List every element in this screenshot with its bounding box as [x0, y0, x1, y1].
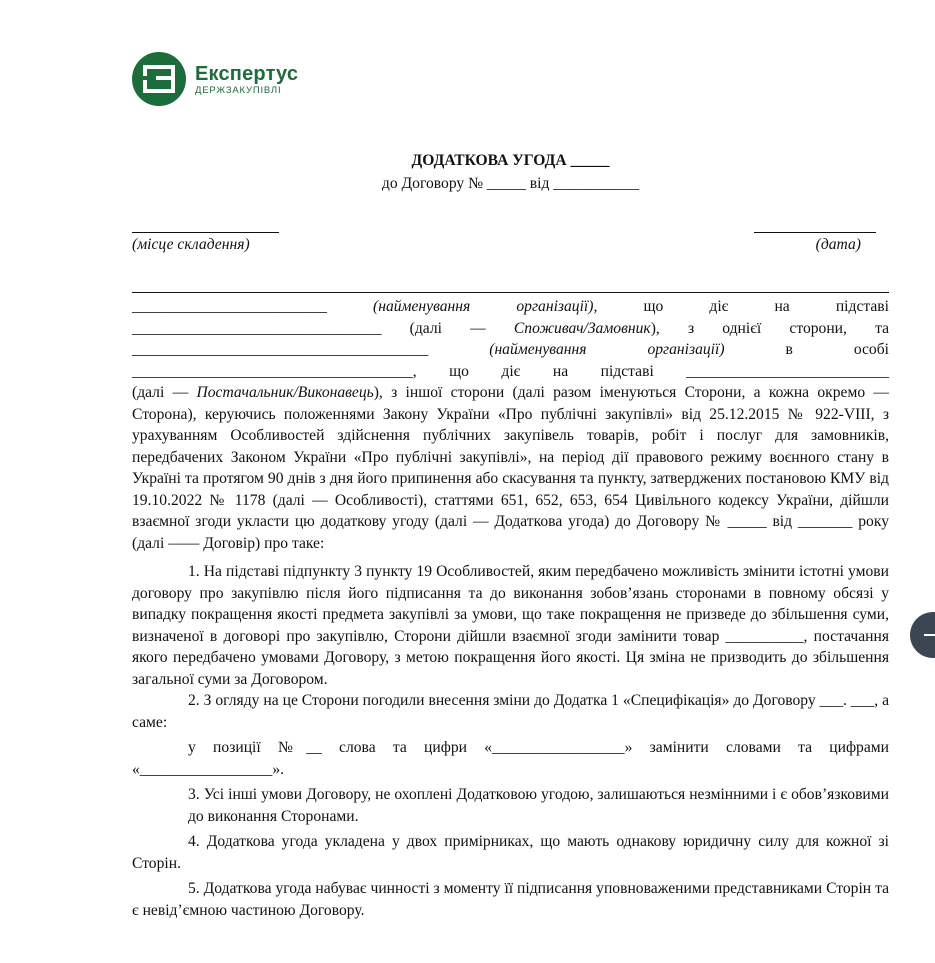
clause-5: 5. Додаткова угода набуває чинності з моменту її підписання уповноваженими представниками Сторін та є невід’ємною частиною Договору.	[132, 880, 889, 919]
clause-2-detail: у позиції №__ слова та цифри «_________________» замінити словами та цифрами «_________________».	[132, 739, 889, 778]
minus-icon	[924, 634, 935, 636]
clause-4: 4. Додаткова угода укладена у двох примірниках, що мають однакову юридичну силу для кожної зі Сторін.	[132, 833, 889, 872]
document-body	[132, 296, 889, 921]
intro-line-2: ________________________________ (далі — Споживач/Замовник), з однієї сторони, та	[132, 319, 890, 337]
clause-2: 2. З огляду на це Сторони погодили внесення зміни до Додатка 1 «Специфікація» до Договору ___. ___, а саме:	[132, 692, 889, 731]
document-subtitle: до Договору № _____ від ___________	[381, 175, 640, 192]
intro-line-4: ____________________________________, що діє на підставі __________________________	[132, 362, 889, 380]
date-label: (дата)	[815, 236, 861, 253]
place-signature-line	[132, 232, 279, 233]
blank-line	[132, 292, 889, 293]
document-title: ДОДАТКОВА УГОДА _____	[411, 152, 610, 169]
clause-1: 1. На підставі підпункту 3 пункту 19 Особливостей, яким передбачено можливість змінити істотні умови договору про закупівлю після його підписання та до виконання зобов’язань сторонами в повному обсязі у випадку покращення якості предмета закупівлі за умови, що таке покращення не призведе до збільшення суми, визначеної в договорі про закупівлю, Сторони дійшли взаємної згоди замінити товар __________, постачання якого передбачено умовами Договору, з метою покращення його якості. Ця зміна не призводить до збільшення загальної суми за Договором.	[132, 563, 889, 688]
side-scroll-button[interactable]	[910, 612, 935, 658]
clause-3: 3. Усі інші умови Договору, не охоплені Додатковою угодою, залишаються незмінними і є обов’язковими до виконання Сторонами.	[188, 786, 889, 825]
place-label: (місце складення)	[132, 236, 250, 253]
expertus-logo	[132, 52, 298, 106]
intro-paragraph: (далі — Постачальник/Виконавець), з іншої сторони (далі разом іменуються Сторони, а кожна окремо — Сторона), керуючись положеннями Закону України «Про публічні закупівлі» від 25.12.2015 № 922-VIII, з урахуванням Особливостей здійснення публічних закупівель товарів, робіт і послуг для замовників, передбачених Законом України «Про публічні закупівлі», на період дії правового режиму воєнного стану в Україні та протягом 90 днів з дня його припинення або скасування та пункту, затверджених постановою КМУ від 19.10.2022 № 1178 (далі — Особливості), статтями 651, 652, 653, 654 Цивільного кодексу України, дійшли взаємної згоди укласти цю додаткову угоду (далі — Додаткова угода) до Договору № _____ від _______ року (далі —— Договір) про таке:	[132, 384, 890, 552]
intro-line-3: ______________________________________ (найменування організації) в особі	[132, 341, 889, 358]
date-signature-line	[754, 232, 876, 233]
logo-mark-icon	[132, 52, 186, 106]
logo-subtitle: ДЕРЖЗАКУПІВЛІ	[195, 84, 282, 96]
intro-line-1: _________________________ (найменування організації), що діє на підставі	[132, 298, 889, 315]
logo-name: Експертус	[195, 62, 299, 85]
